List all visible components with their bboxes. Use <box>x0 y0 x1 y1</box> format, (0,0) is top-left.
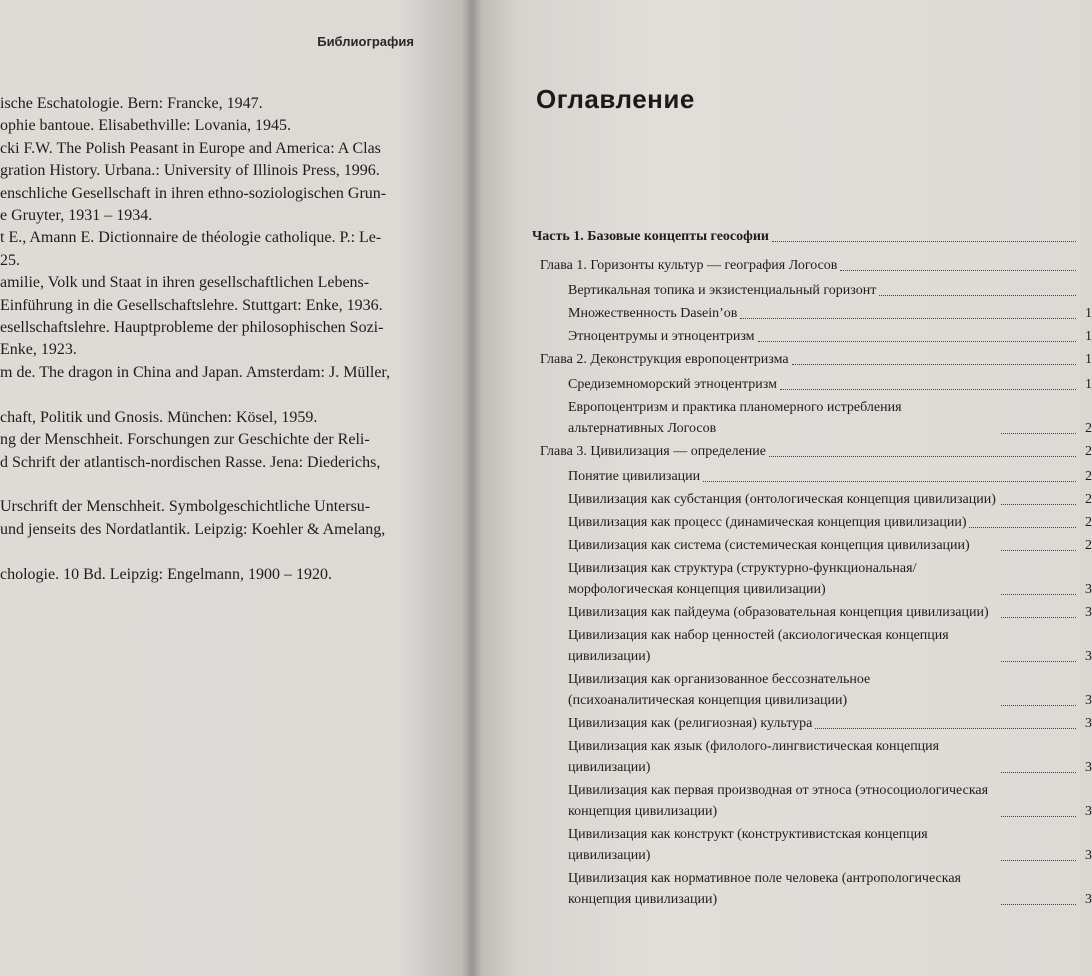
toc-entry[interactable] <box>532 255 1092 276</box>
dot-leader <box>1001 661 1076 662</box>
toc-entry-title: Средиземноморский этноцентризм <box>568 377 777 392</box>
toc-page-number: 2 <box>1085 444 1092 459</box>
dot-leader <box>879 295 1076 296</box>
bibliography-line: 25. <box>0 251 20 269</box>
toc-entry-title: Цивилизация как конструкт (конструктивистская концепция цивилизации) <box>568 827 928 863</box>
toc-entry-title: Цивилизация как (религиозная) культура <box>568 716 813 731</box>
bibliography-line: e Gruyter, 1931 – 1934. <box>0 207 153 225</box>
dot-leader <box>1001 904 1076 905</box>
bibliography-line: chologie. 10 Bd. Leipzig: Engelmann, 1900 – 1920. <box>0 565 332 583</box>
bibliography-line: cki F.W. The Polish Peasant in Europe and America: A Clas <box>0 139 381 157</box>
right-page <box>470 0 1092 976</box>
bibliography-line: ophie bantoue. Elisabethville: Lovania, 1945. <box>0 117 292 135</box>
bibliography-line <box>0 384 440 406</box>
toc-entry-title: Множественность Dasein’ов <box>568 306 738 321</box>
dot-leader <box>758 341 1076 342</box>
bibliography-line <box>0 474 440 496</box>
toc-page-number: 2 <box>1085 469 1092 484</box>
toc-entry-title: Цивилизация как организованное бессознательное (психоаналитическая концепция цивилизации) <box>568 672 871 708</box>
bibliography-line <box>0 541 440 563</box>
toc-entry-title: Европоцентризм и практика планомерного истребления альтернативных Логосов <box>568 400 902 436</box>
toc-page-number: 3 <box>1085 848 1092 863</box>
bibliography-line: amilie, Volk und Staat in ihren gesellschaftlichen Lebens- <box>0 274 370 292</box>
bibliography-line: Urschrift der Menschheit. Symbolgeschichtliche Untersu- <box>0 498 371 516</box>
dot-leader <box>703 481 1076 482</box>
bibliography-line: t E., Amann E. Dictionnaire de théologie catholique. P.: Le- <box>0 229 382 247</box>
toc-page-number: 3 <box>1085 605 1092 620</box>
book-gutter <box>462 0 482 976</box>
bibliography-line: d Schrift der atlantisch-nordischen Rasse. Jena: Diederichs, <box>0 453 381 471</box>
toc-entry-title: Цивилизация как нормативное поле человека (антропологическая концепция цивилизации) <box>568 871 961 907</box>
dot-leader <box>969 527 1076 528</box>
toc-entry[interactable] <box>532 226 1092 247</box>
toc-page-number: 3 <box>1085 693 1092 708</box>
toc-entry-title: Глава 3. Цивилизация — определение <box>540 444 766 459</box>
toc-page-number: 3 <box>1085 760 1092 775</box>
toc-entry[interactable] <box>532 512 1092 533</box>
toc-page-number: 1 <box>1085 306 1092 321</box>
toc-entry[interactable] <box>532 374 1092 395</box>
dot-leader <box>780 389 1076 390</box>
toc-entry-title: Понятие цивилизации <box>568 469 701 484</box>
toc-entry[interactable] <box>532 280 1092 301</box>
toc-entry-title: Вертикальная топика и экзистенциальный горизонт <box>568 283 877 298</box>
toc-page-number: 2 <box>1085 538 1092 553</box>
toc-entry[interactable] <box>532 868 1092 910</box>
running-head: Библиография <box>317 34 414 49</box>
toc-entry[interactable] <box>532 602 1092 623</box>
toc-entry[interactable] <box>532 669 1092 711</box>
table-of-contents <box>532 226 1092 912</box>
toc-entry-title: Цивилизация как субстанция (онтологическая концепция цивилизации) <box>568 492 996 507</box>
toc-entry[interactable] <box>532 625 1092 667</box>
bibliography-line: ng der Menschheit. Forschungen zur Geschichte der Reli- <box>0 431 370 449</box>
dot-leader <box>840 270 1076 271</box>
dot-leader <box>1001 816 1076 817</box>
toc-entry-title: Часть 1. Базовые концепты геософии <box>532 229 769 244</box>
toc-entry[interactable] <box>532 303 1092 324</box>
toc-page-number: 3 <box>1085 649 1092 664</box>
toc-entry-title: Цивилизация как пайдеума (образовательная концепция цивилизации) <box>568 605 989 620</box>
dot-leader <box>769 456 1076 457</box>
toc-title: Оглавление <box>536 84 695 114</box>
toc-entry-title: Цивилизация как первая производная от этноса (этносоциологическая концепция цивилизации) <box>568 783 989 819</box>
toc-page-number: 3 <box>1085 804 1092 819</box>
bibliography-line: gration History. Urbana.: University of Illinois Press, 1996. <box>0 162 380 180</box>
toc-page-number: 3 <box>1085 716 1092 731</box>
toc-page-number: 1 <box>1085 329 1092 344</box>
dot-leader <box>1001 772 1076 773</box>
toc-entry[interactable] <box>532 780 1092 822</box>
toc-entry[interactable] <box>532 736 1092 778</box>
toc-page-number: 1 <box>1085 352 1092 367</box>
toc-entry[interactable] <box>532 397 1092 439</box>
dot-leader <box>1001 705 1076 706</box>
dot-leader <box>740 318 1076 319</box>
toc-page-number: 2 <box>1085 492 1092 507</box>
bibliography-line: enschliche Gesellschaft in ihren ethno-soziologischen Grun- <box>0 184 387 202</box>
dot-leader <box>1001 433 1076 434</box>
toc-entry-title: Глава 2. Деконструкция европоцентризма <box>540 352 789 367</box>
toc-entry[interactable] <box>532 535 1092 556</box>
dot-leader <box>1001 594 1076 595</box>
toc-entry-title: Цивилизация как язык (филолого-лингвистическая концепция цивилизации) <box>568 739 940 775</box>
dot-leader <box>1001 860 1076 861</box>
toc-entry-title: Этноцентрумы и этноцентризм <box>568 329 755 344</box>
toc-page-number: 2 <box>1085 515 1092 530</box>
toc-entry-title: Глава 1. Горизонты культур — география Логосов <box>540 258 838 273</box>
toc-page-number: 2 <box>1085 421 1092 436</box>
bibliography-list <box>0 93 440 586</box>
bibliography-line: m de. The dragon in China and Japan. Amsterdam: J. Müller, <box>0 363 391 381</box>
bibliography-line: Einführung in die Gesellschaftslehre. Stuttgart: Enke, 1936. <box>0 296 383 314</box>
bibliography-line: Enke, 1923. <box>0 341 77 359</box>
toc-page-number: 3 <box>1085 582 1092 597</box>
bibliography-line: chaft, Politik und Gnosis. München: Kösel, 1959. <box>0 408 318 426</box>
toc-entry[interactable] <box>532 558 1092 600</box>
toc-entry[interactable] <box>532 326 1092 347</box>
bibliography-line: esellschaftslehre. Hauptprobleme der philosophischen Sozi- <box>0 319 384 337</box>
bibliography-line: und jenseits des Nordatlantik. Leipzig: Koehler & Amelang, <box>0 520 386 538</box>
bibliography-line: ische Eschatologie. Bern: Francke, 1947. <box>0 95 263 112</box>
toc-entry-title: Цивилизация как процесс (динамическая концепция цивилизации) <box>568 515 967 530</box>
toc-entry-title: Цивилизация как набор ценностей (аксиологическая концепция цивилизации) <box>568 628 949 664</box>
dot-leader <box>1001 617 1076 618</box>
toc-entry[interactable] <box>532 349 1092 370</box>
toc-entry-title: Цивилизация как структура (структурно-функциональная/ морфологическая концепция цивилизации) <box>568 561 917 597</box>
toc-entry[interactable] <box>532 713 1092 734</box>
dot-leader <box>792 364 1076 365</box>
toc-entry[interactable] <box>532 489 1092 510</box>
toc-entry[interactable] <box>532 441 1092 462</box>
dot-leader <box>1001 504 1076 505</box>
dot-leader <box>1001 550 1076 551</box>
dot-leader <box>815 728 1076 729</box>
toc-entry-title: Цивилизация как система (системическая концепция цивилизации) <box>568 538 970 553</box>
toc-entry[interactable] <box>532 466 1092 487</box>
toc-entry[interactable] <box>532 824 1092 866</box>
left-page <box>0 0 470 976</box>
dot-leader <box>772 241 1076 242</box>
toc-page-number: 1 <box>1085 377 1092 392</box>
toc-page-number: 3 <box>1085 892 1092 907</box>
